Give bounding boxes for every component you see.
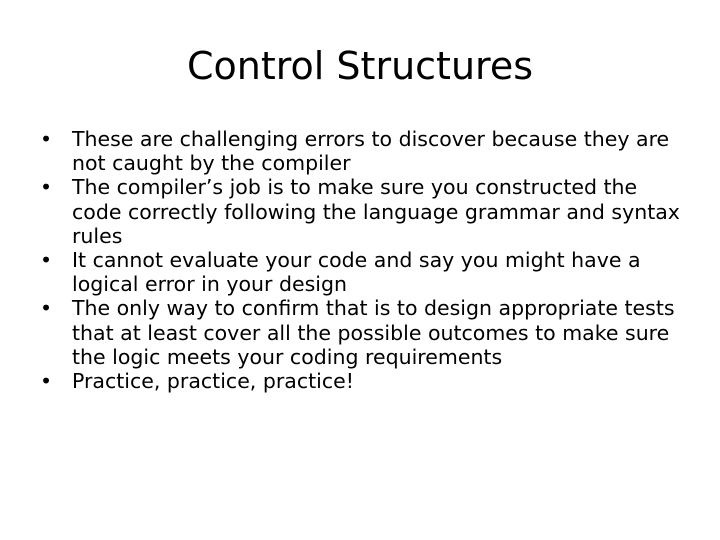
bullet-item xyxy=(40,296,680,369)
bullet-icon: • xyxy=(40,248,53,273)
bullet-item xyxy=(40,175,680,248)
bullet-item xyxy=(40,127,680,175)
bullet-text: These are challenging errors to discover because they are not caught by the compiler xyxy=(72,127,670,176)
bullet-text: The only way to confirm that is to design appropriate tests that at least cover all the possible outcomes to make sure the logic meets your coding requirements xyxy=(72,296,675,369)
bullet-text: The compiler’s job is to make sure you constructed the code correctly following the language grammar and syntax rules xyxy=(72,175,680,248)
bullet-icon: • xyxy=(40,175,53,200)
bullet-text: Practice, practice, practice! xyxy=(72,369,354,394)
bullet-icon: • xyxy=(40,369,53,394)
bullet-icon: • xyxy=(40,296,53,321)
bullet-item xyxy=(40,248,680,296)
bullet-list xyxy=(40,127,680,393)
bullet-item xyxy=(40,369,680,393)
bullet-icon: • xyxy=(40,127,53,151)
slide-title: Control Structures xyxy=(186,44,533,88)
bullet-text: It cannot evaluate your code and say you might have a logical error in your design xyxy=(72,248,641,297)
